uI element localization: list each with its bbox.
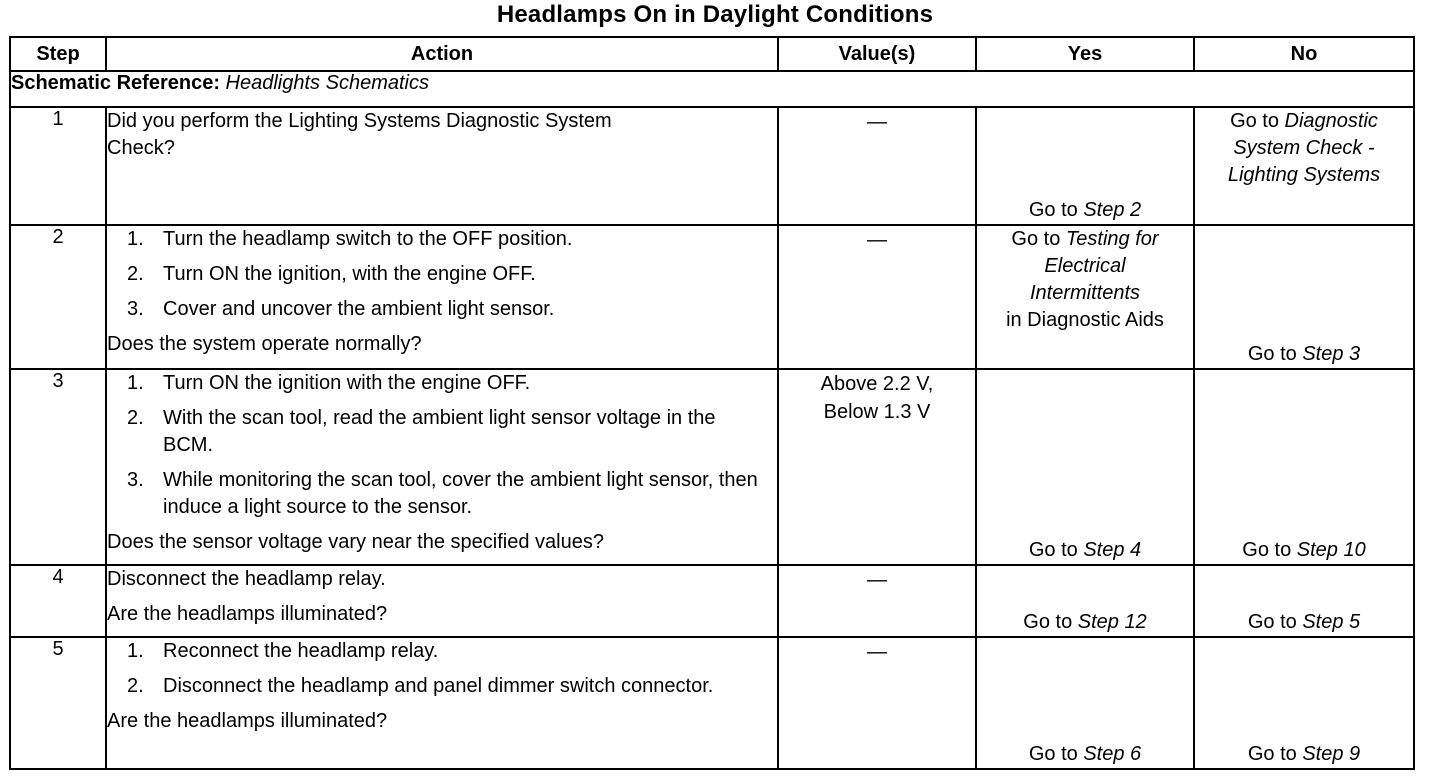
action-cell [106, 225, 778, 369]
action-cell [106, 565, 778, 637]
list-item [107, 370, 777, 397]
no-prefix: Go to [1230, 110, 1279, 132]
yes-prefix: Go to [1023, 611, 1073, 633]
no-cell [1194, 369, 1414, 565]
step-number: 1 [10, 107, 106, 225]
yes-cell [976, 107, 1194, 225]
no-cell [1194, 225, 1414, 369]
step-number: 5 [10, 637, 106, 769]
header-no: No [1194, 37, 1414, 71]
header-yes: Yes [976, 37, 1194, 71]
question-text: Does the sensor voltage vary near the specified values? [107, 531, 604, 553]
no-prefix: Go to [1247, 343, 1297, 365]
yes-link[interactable]: Testing for Electrical Intermittents [1029, 228, 1159, 304]
values-cell [778, 225, 976, 369]
schematic-link[interactable]: Headlights Schematics [225, 72, 429, 94]
values-cell [778, 369, 976, 565]
yes-cell [976, 369, 1194, 565]
yes-link[interactable]: Step 6 [1083, 743, 1142, 765]
list-text: While monitoring the scan tool, cover the ambient light sensor, then induce a light source to the sensor. [163, 469, 758, 518]
step-number: 3 [10, 369, 106, 565]
schematic-label: Schematic Reference: [11, 72, 220, 94]
list-number: 2. [127, 407, 144, 429]
action-cell [106, 107, 778, 225]
values-cell [778, 565, 976, 637]
diagnostic-table [9, 36, 1415, 770]
no-link[interactable]: Step 9 [1302, 743, 1361, 765]
no-prefix: Go to [1242, 539, 1292, 561]
no-cell [1194, 107, 1414, 225]
list-text: Reconnect the headlamp relay. [163, 640, 439, 662]
list-number: 3. [127, 469, 144, 491]
values-cell [778, 637, 976, 769]
list-item [107, 405, 777, 459]
table-row-step-2 [10, 225, 1414, 369]
schematic-reference-row [10, 71, 1414, 107]
list-number: 1. [127, 228, 144, 250]
list-item [107, 296, 777, 323]
yes-link[interactable]: Step 12 [1077, 611, 1147, 633]
yes-link[interactable]: Step 2 [1083, 199, 1142, 221]
yes-cell [976, 565, 1194, 637]
value-line-1: Above 2.2 V, [820, 373, 934, 395]
action-cell [106, 369, 778, 565]
page-title: Headlamps On in Daylight Conditions [496, 1, 934, 28]
step-number: 4 [10, 565, 106, 637]
value-text: — [867, 229, 887, 251]
no-cell [1194, 637, 1414, 769]
no-link[interactable]: Diagnostic System Check - Lighting Systems [1227, 110, 1381, 186]
action-text: Disconnect the headlamp relay. [107, 568, 386, 590]
value-line-2: Below 1.3 V [823, 401, 931, 423]
value-text: — [867, 641, 887, 663]
question-text: Does the system operate normally? [107, 333, 422, 355]
yes-suffix: in Diagnostic Aids [1006, 309, 1164, 331]
yes-prefix: Go to [1028, 199, 1078, 221]
list-item [107, 226, 777, 253]
list-text: Turn the headlamp switch to the OFF position. [163, 228, 573, 250]
header-values: Value(s) [778, 37, 976, 71]
table-row-step-1 [10, 107, 1414, 225]
list-text: With the scan tool, read the ambient light sensor voltage in the BCM. [163, 407, 716, 456]
header-row [10, 37, 1414, 71]
header-step: Step [10, 37, 106, 71]
list-text: Disconnect the headlamp and panel dimmer switch connector. [163, 675, 714, 697]
list-number: 1. [127, 372, 144, 394]
step-number: 2 [10, 225, 106, 369]
list-number: 2. [127, 675, 144, 697]
schematic-reference [10, 71, 1414, 107]
no-cell [1194, 565, 1414, 637]
list-number: 2. [127, 263, 144, 285]
list-item [107, 673, 777, 700]
question-text: Are the headlamps illuminated? [107, 710, 388, 732]
table-row-step-3 [10, 369, 1414, 565]
action-cell [106, 637, 778, 769]
value-text: — [867, 569, 887, 591]
question-text: Are the headlamps illuminated? [107, 603, 388, 625]
no-link[interactable]: Step 5 [1302, 611, 1361, 633]
list-item [107, 467, 777, 521]
list-text: Cover and uncover the ambient light sensor. [163, 298, 555, 320]
no-link[interactable]: Step 3 [1302, 343, 1361, 365]
yes-prefix: Go to [1028, 539, 1078, 561]
header-action: Action [106, 37, 778, 71]
yes-cell [976, 225, 1194, 369]
list-number: 3. [127, 298, 144, 320]
no-prefix: Go to [1247, 611, 1297, 633]
list-text: Turn ON the ignition with the engine OFF. [163, 372, 531, 394]
action-text: Did you perform the Lighting Systems Diagnostic System Check? [107, 110, 612, 159]
list-item [107, 261, 777, 288]
yes-prefix: Go to [1028, 743, 1078, 765]
list-text: Turn ON the ignition, with the engine OFF. [163, 263, 536, 285]
table-row-step-5 [10, 637, 1414, 769]
table-row-step-4 [10, 565, 1414, 637]
value-text: — [867, 111, 887, 133]
no-link[interactable]: Step 10 [1296, 539, 1366, 561]
values-cell [778, 107, 976, 225]
list-number: 1. [127, 640, 144, 662]
yes-cell [976, 637, 1194, 769]
yes-prefix: Go to [1011, 228, 1061, 250]
list-item [107, 638, 777, 665]
yes-link[interactable]: Step 4 [1083, 539, 1142, 561]
no-prefix: Go to [1247, 743, 1297, 765]
